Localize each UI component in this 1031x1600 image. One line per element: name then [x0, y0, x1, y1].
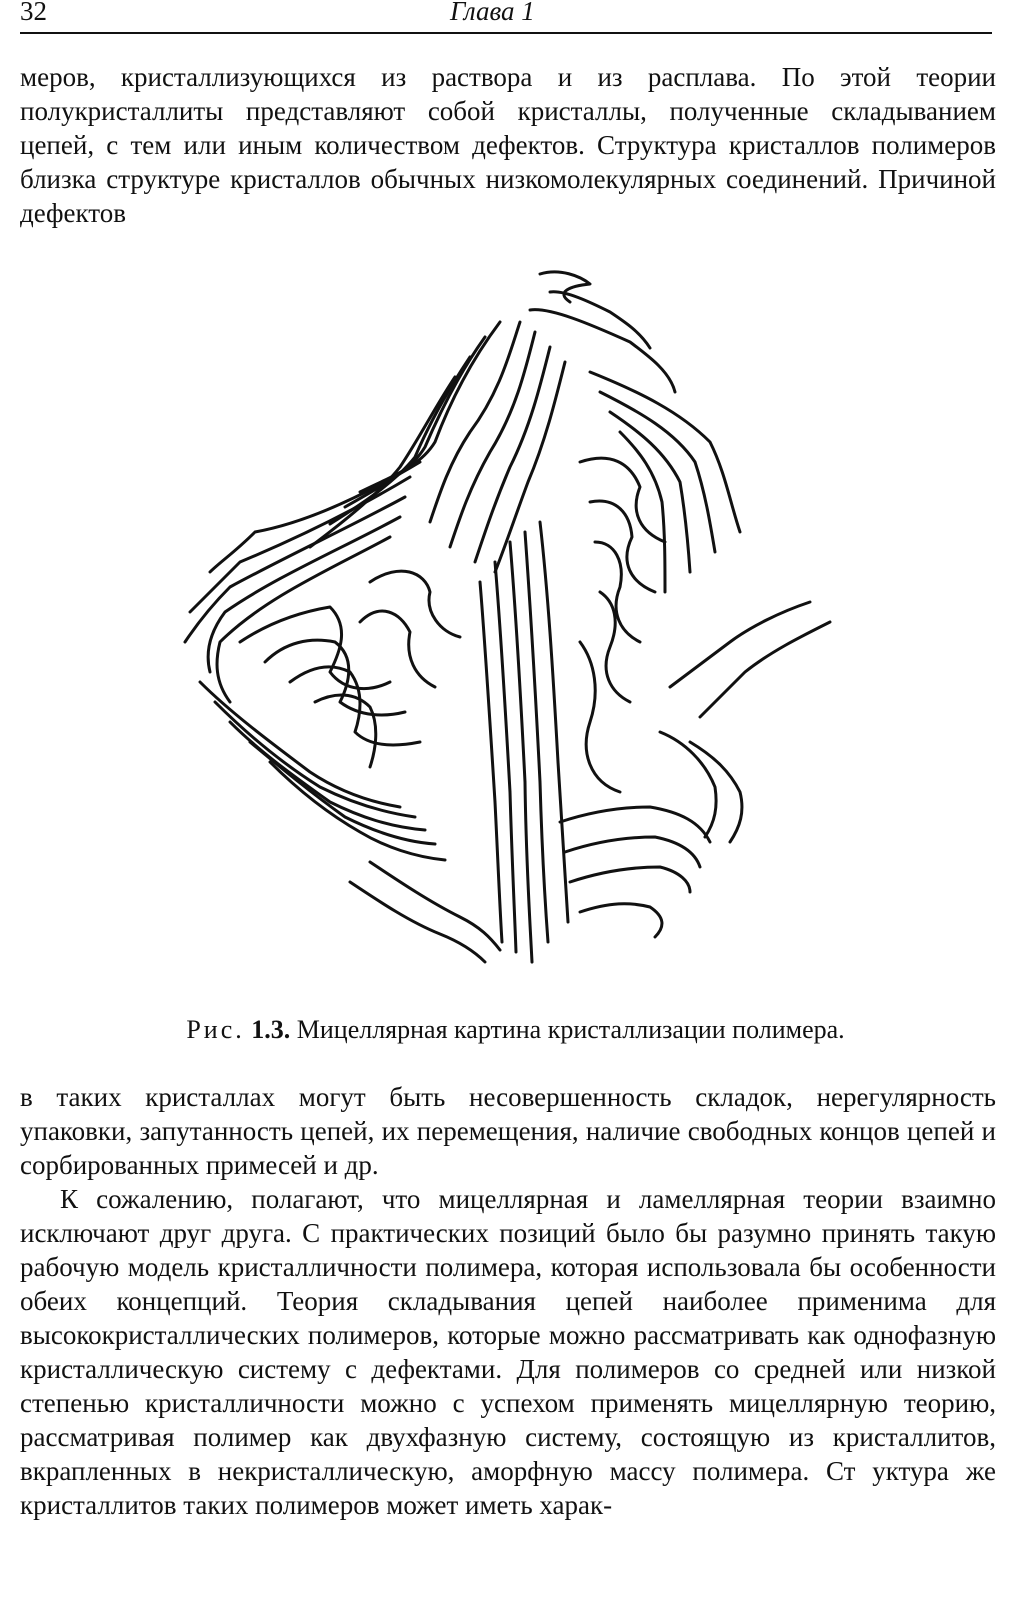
caption-number: 1.3. [251, 1015, 291, 1044]
paragraph: в таких кристаллах могут быть несовершенность складок, нерегулярность упаковки, запутанность цепей, их перемещения, наличие свободных концов цепей и сорбированных примесей и др. [20, 1082, 996, 1180]
running-head: Глава 1 [450, 0, 535, 26]
page-number: 32 [20, 0, 47, 26]
polymer-chain-lines [185, 272, 830, 962]
caption-text: Мицеллярная картина кристаллизации полимера. [296, 1015, 845, 1044]
page-header [20, 0, 992, 34]
paragraph: К сожалению, полагают, что мицеллярная и ламеллярная теории взаимно исключают друг друга. С практических позиций было бы разумно принять такую рабочую модель кристалличности полимера, которая использовала бы особенности обеих концепций. Теория складывания цепей наиболее применима для высококристаллических полимеров, которые можно рассматривать как однофазную кристаллическую систему с дефектами. Для полимеров со средней или низкой степенью кристалличности можно с успехом применять мицеллярную теорию, рассматривая полимер как двухфазную систему, состоящую из кристаллитов, вкрапленных в некристаллическую, аморфную массу полимера. Ст уктура же кристаллитов таких полимеров может иметь харак- [20, 1184, 996, 1520]
figure-caption [0, 1015, 1031, 1045]
micelle-figure [170, 262, 840, 982]
paragraph: меров, кристаллизующихся из раствора и из расплава. По этой теории полукристаллиты представляют собой кристаллы, полученные складыванием цепей, с тем или иным количеством дефектов. Структура кристаллов полимеров близка структуре кристаллов обычных низкомолекулярных соединений. Причиной дефектов [20, 62, 996, 228]
caption-label: Рис. [186, 1015, 245, 1044]
